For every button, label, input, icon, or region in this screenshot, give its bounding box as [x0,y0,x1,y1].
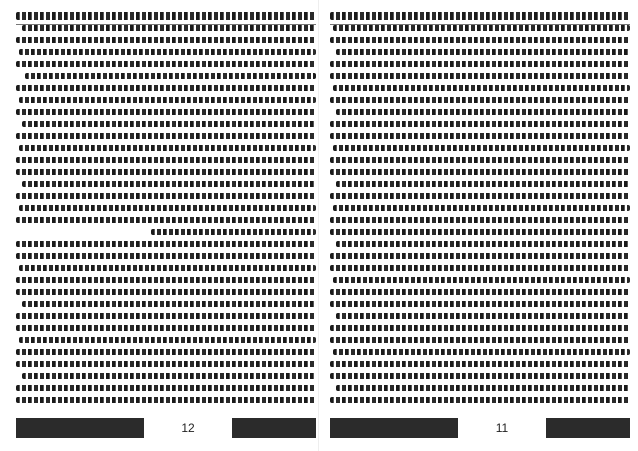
footer-author [330,418,458,438]
text-line [16,346,316,358]
text-line [16,298,316,310]
page-number: 12 [181,421,195,435]
text-line [16,82,316,94]
text-line [16,286,316,298]
text-line [330,70,630,82]
footer-book-title [232,418,316,438]
text-line [16,250,316,262]
text-line [16,130,316,142]
footer-book-title [546,418,630,438]
text-line [16,382,316,394]
text-line [16,106,316,118]
text-line [16,94,316,106]
text-line [330,286,630,298]
text-line [16,154,316,166]
page-body [330,10,630,406]
text-line [16,322,316,334]
text-line [330,250,630,262]
text-line [330,202,630,214]
text-line [330,190,630,202]
text-line [16,142,316,154]
text-line [330,34,630,46]
page-footer [16,418,316,438]
text-line [330,238,630,250]
text-line [330,394,630,406]
text-line [16,214,316,226]
text-line [16,274,316,286]
text-line [330,154,630,166]
text-line [16,34,316,46]
text-line [330,382,630,394]
page-footer [330,418,630,438]
text-line [330,82,630,94]
text-line [16,58,316,70]
text-line [330,106,630,118]
text-line [16,370,316,382]
text-line [330,142,630,154]
footer-author [16,418,144,438]
text-line [330,22,630,34]
text-line [330,130,630,142]
text-line [16,394,316,406]
text-line [16,334,316,346]
text-line [330,10,630,22]
page-gutter [318,0,319,451]
text-line [330,322,630,334]
text-line [16,178,316,190]
page-12 [16,0,316,451]
text-line [330,58,630,70]
text-line [330,346,630,358]
text-line [330,178,630,190]
text-line [330,118,630,130]
text-line [16,358,316,370]
text-line [16,166,316,178]
text-line [330,46,630,58]
text-line [330,274,630,286]
text-line [330,226,630,238]
text-line [330,370,630,382]
text-line [330,298,630,310]
text-line [16,190,316,202]
text-line [16,118,316,130]
text-line [16,22,316,34]
text-line [16,262,316,274]
text-line [330,358,630,370]
text-line [16,46,316,58]
text-line [330,310,630,322]
text-line [16,10,316,22]
text-line [16,202,316,214]
page-number: 11 [495,421,509,435]
page-body [16,10,316,406]
text-line [16,238,316,250]
text-line [16,226,316,238]
text-line [330,334,630,346]
text-line [330,262,630,274]
text-line [330,214,630,226]
text-line [16,310,316,322]
text-line [330,94,630,106]
page-11 [330,0,630,451]
text-line [330,166,630,178]
text-line [16,70,316,82]
